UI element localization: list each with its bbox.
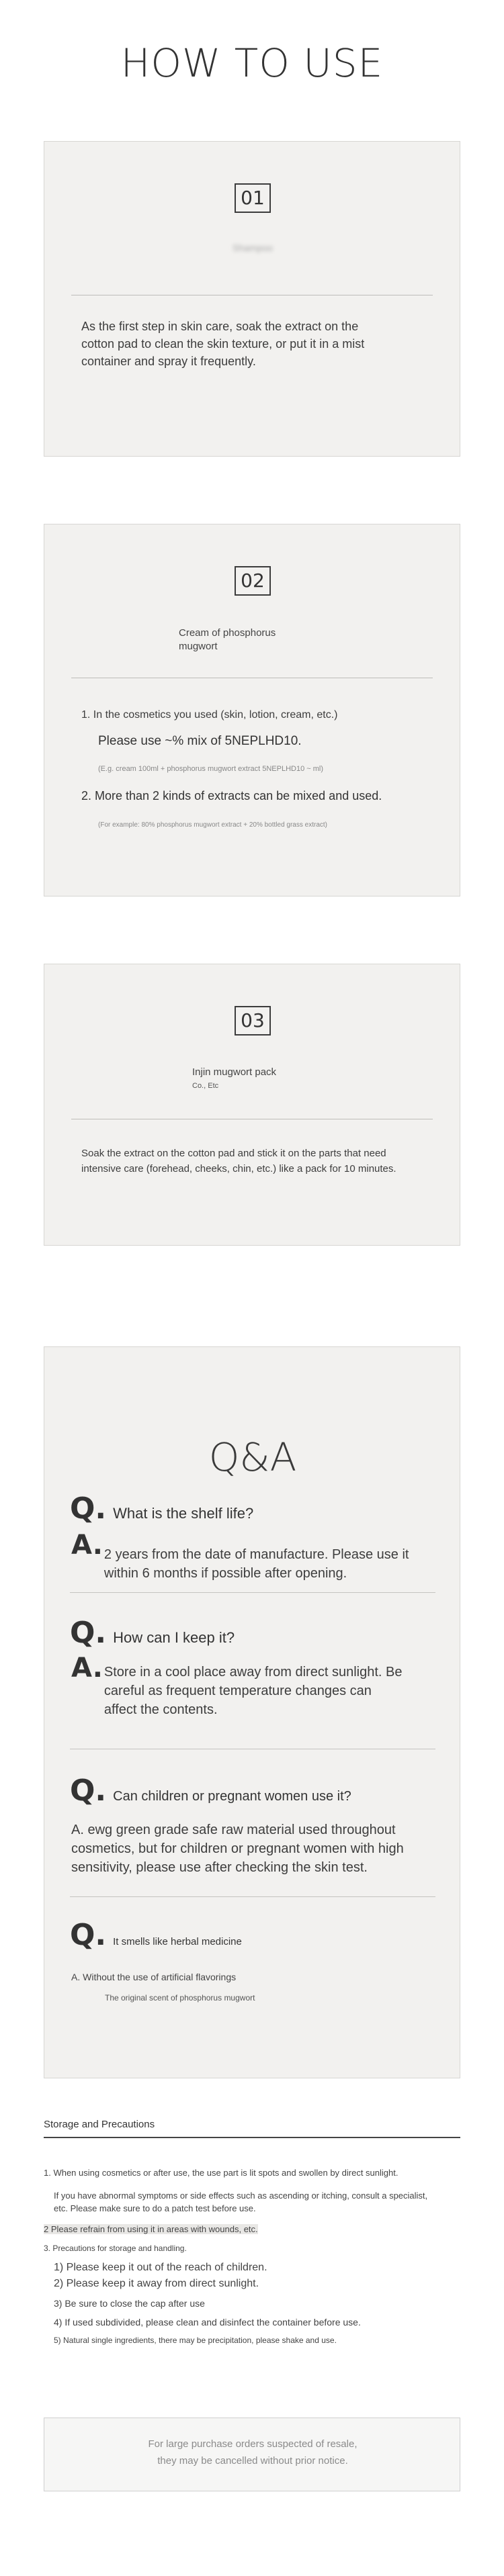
step-2-item-1-example: (E.g. cream 100ml + phosphorus mugwort extract 5NEPLHD10 ~ ml) bbox=[98, 765, 324, 773]
step-3-subtitle-2: Co., Etc bbox=[192, 1082, 219, 1090]
question-2-text: How can I keep it? bbox=[113, 1629, 235, 1646]
precaution-1b: If you have abnormal symptoms or side effects such as ascending or itching, consult a specialist, etc. Please make sure to do a patch test before use. bbox=[54, 2191, 428, 2213]
step-2-item-2-example: (For example: 80% phosphorus mugwort extract + 20% bottled grass extract) bbox=[98, 821, 327, 829]
question-mark-3: Q. bbox=[70, 1774, 107, 1808]
precaution-1: 1. When using cosmetics or after use, the use part is lit spots and swollen by direct sunlight. bbox=[44, 2168, 398, 2178]
resale-notice-box bbox=[44, 2418, 460, 2491]
storage-divider bbox=[44, 2137, 460, 2138]
step-3-number: 03 bbox=[235, 1006, 271, 1036]
precaution-3-1: 1) Please keep it out of the reach of children. bbox=[54, 2262, 267, 2273]
answer-mark-2: A. bbox=[71, 1653, 103, 1684]
question-mark-4: Q. bbox=[70, 1918, 107, 1952]
qa-answer-2 bbox=[71, 1655, 407, 1719]
step-1-number: 01 bbox=[235, 183, 271, 213]
answer-1-text: 2 years from the date of manufacture. Please use it within 6 months if possible after opening. bbox=[103, 1547, 409, 1581]
step-2-subtitle: Cream of phosphorus mugwort bbox=[179, 627, 276, 652]
answer-3-text: A. ewg green grade safe raw material used throughout cosmetics, but for children or pregnant women with high sensitivity, please use after checking the skin test. bbox=[71, 1823, 404, 1875]
answer-mark-1: A. bbox=[71, 1530, 103, 1561]
precaution-3-4: 4) If used subdivided, please clean and disinfect the container before use. bbox=[54, 2317, 361, 2328]
qa-question-1 bbox=[70, 1491, 433, 1526]
precaution-3-3: 3) Be sure to close the cap after use bbox=[54, 2298, 205, 2309]
step-3-subtitle: Injin mugwort pack bbox=[192, 1066, 277, 1078]
qa-question-2 bbox=[70, 1616, 433, 1650]
question-mark-1: Q. bbox=[70, 1491, 107, 1526]
qa-card bbox=[44, 1346, 460, 2078]
qa-divider-3 bbox=[70, 1896, 435, 1897]
question-mark-2: Q. bbox=[70, 1616, 107, 1650]
page-title: HOW TO USE bbox=[120, 40, 384, 86]
step-1-subtitle: Shampoo bbox=[233, 242, 273, 253]
precaution-3-5: 5) Natural single ingredients, there may be precipitation, please shake and use. bbox=[54, 2336, 337, 2345]
question-3-text: Can children or pregnant women use it? bbox=[113, 1789, 351, 1804]
step-2-card bbox=[44, 524, 460, 896]
step-2-number: 02 bbox=[235, 566, 271, 596]
question-1-text: What is the shelf life? bbox=[113, 1505, 254, 1522]
qa-divider-1 bbox=[70, 1592, 435, 1593]
step-2-item-2: 2. More than 2 kinds of extracts can be mixed and used. bbox=[81, 789, 382, 802]
question-4-text: It smells like herbal medicine bbox=[113, 1936, 242, 1947]
precaution-2: 2 Please refrain from using it in areas with wounds, etc. bbox=[44, 2224, 258, 2234]
step-1-text: As the first step in skin care, soak the extract on the cotton pad to clean the skin texture, or put it in a mist container and spray it frequently. bbox=[81, 320, 365, 368]
notice-line-1: For large purchase orders suspected of resale, bbox=[148, 2438, 358, 2450]
notice-line-2: they may be cancelled without prior notice. bbox=[157, 2455, 348, 2467]
qa-title: Q&A bbox=[208, 1434, 297, 1480]
answer-4-subtext: The original scent of phosphorus mugwort bbox=[105, 1993, 255, 2003]
step-3-text: Soak the extract on the cotton pad and stick it on the parts that need intensive care (forehead, cheeks, chin, etc.) like a pack for 10 minutes. bbox=[81, 1148, 396, 1175]
storage-heading: Storage and Precautions bbox=[44, 2119, 155, 2130]
precaution-3-2: 2) Please keep it away from direct sunlight. bbox=[54, 2278, 259, 2289]
step-3-card bbox=[44, 964, 460, 1246]
answer-4-text: A. Without the use of artificial flavorings bbox=[71, 1972, 237, 1982]
answer-2-text: Store in a cool place away from direct sunlight. Be careful as frequent temperature changes can affect the contents. bbox=[103, 1665, 403, 1717]
qa-question-3 bbox=[70, 1774, 433, 1808]
step-1-card bbox=[44, 141, 460, 457]
precaution-3: 3. Precautions for storage and handling. bbox=[44, 2244, 187, 2253]
qa-question-4 bbox=[70, 1918, 433, 1952]
qa-answer-1 bbox=[71, 1532, 421, 1583]
step-2-item-1-main: Please use ~% mix of 5NEPLHD10. bbox=[98, 734, 302, 748]
step-2-item-1: 1. In the cosmetics you used (skin, lotion, cream, etc.) bbox=[81, 709, 338, 721]
